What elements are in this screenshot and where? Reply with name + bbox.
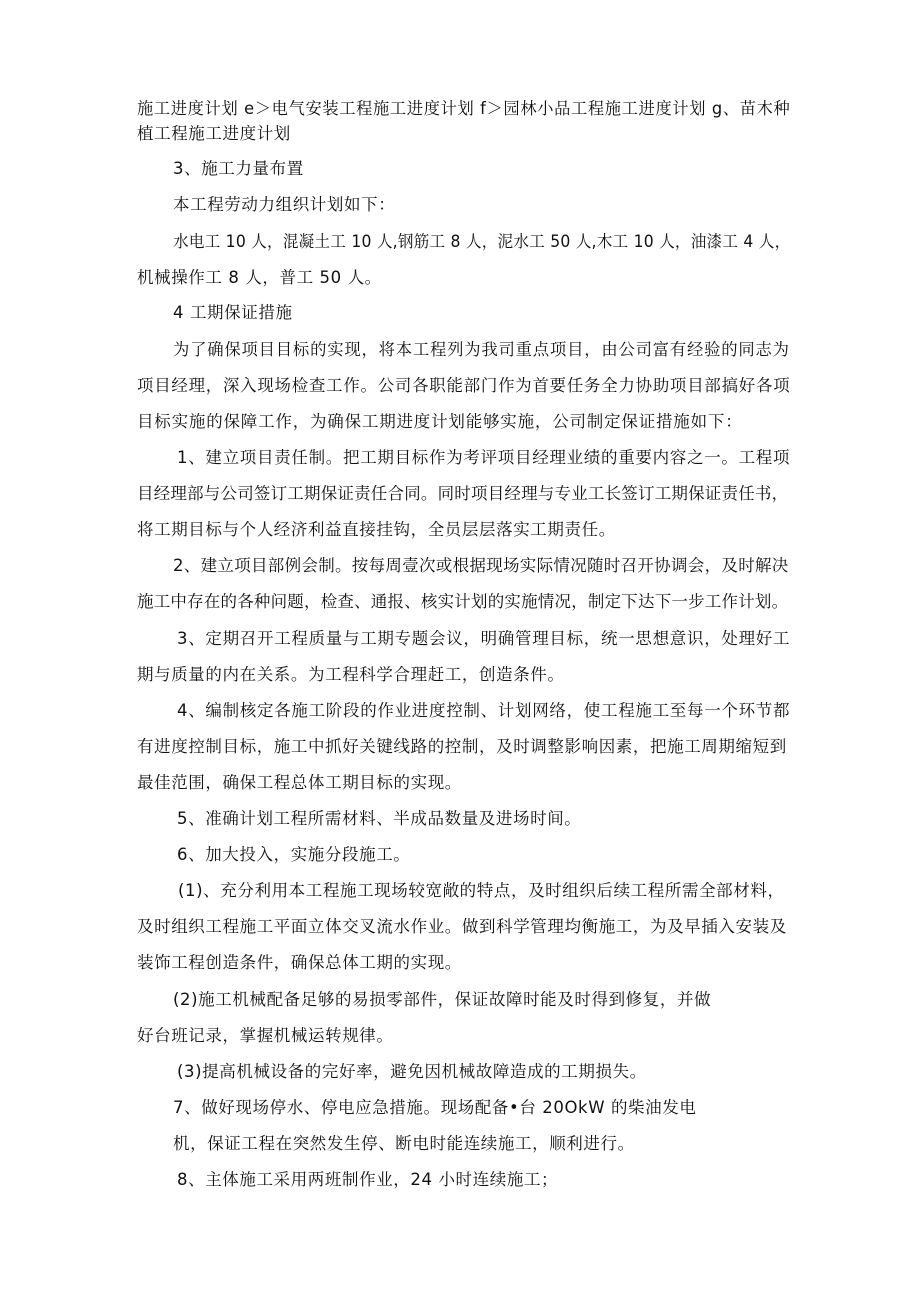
text-line: 水电工 10 人，混凝土工 10 人,钢筋工 8 人，泥水工 50 人,木工 10 人，油漆工 4 人， xyxy=(173,232,791,251)
text-line: 装饰工程创造条件，确保总体工期的实现。 xyxy=(137,953,462,972)
text-line: 植工程施工进度计划 xyxy=(137,124,291,143)
text-line: 8、主体施工采用两班制作业，24 小时连续施工； xyxy=(177,1170,559,1189)
text-line: 项目经理，深入现场检查工作。公司各职能部门作为首要任务全力协助项目部搞好各项 xyxy=(137,376,791,395)
text-line: 机，保证工程在突然发生停、断电时能连续施工，顺利进行。 xyxy=(173,1134,635,1153)
text-line: 7、做好现场停水、停电应急措施。现场配备•台 20OkW 的柴油发电 xyxy=(173,1098,697,1117)
text-line: 4、编制核定各施工阶段的作业进度控制、计划网络，使工程施工至每一个环节都 xyxy=(177,701,791,720)
section-heading: 3、施工力量布置 xyxy=(173,159,304,178)
text-line: 有进度控制目标，施工中抓好关键线路的控制，及时调整影响因素，把施工周期缩短到 xyxy=(137,737,787,756)
text-line: (1)、充分利用本工程施工现场较宽敞的特点，及时组织后续工程所需全部材料， xyxy=(178,881,785,900)
text-line: 本工程劳动力组织计划如下： xyxy=(173,195,396,214)
text-line: 目标实施的保障工作，为确保工期进度计划能够实施，公司制定保证措施如下： xyxy=(137,412,743,431)
text-line: (3)提高机械设备的完好率，避免因机械故障造成的工期损失。 xyxy=(177,1062,647,1081)
text-line: 5、准确计划工程所需材料、半成品数量及进场时间。 xyxy=(177,809,582,828)
section-heading: 4 工期保证措施 xyxy=(173,303,293,322)
text-line: 期与质量的内在关系。为工程科学合理赶工，创造条件。 xyxy=(137,665,565,684)
text-line: 1、建立项目责任制。把工期目标作为考评项目经理业绩的重要内容之一。工程项 xyxy=(177,448,791,467)
text-line: 机械操作工 8 人，普工 50 人。 xyxy=(137,268,382,287)
text-line: 2、建立项目部例会制。按每周壹次或根据现场实际情况随时召开协调会，及时解决 xyxy=(173,556,789,575)
text-line: 及时组织工程施工平面立体交叉流水作业。做到科学管理均衡施工，为及早插入安装及 xyxy=(137,917,787,936)
text-line: 6、加大投入，实施分段施工。 xyxy=(177,845,411,864)
text-line: 目经理部与公司签订工期保证责任合同。同时项目经理与专业工长签订工期保证责任书， xyxy=(137,484,789,503)
text-line: (2)施工机械配备足够的易损零部件，保证故障时能及时得到修复，并做 xyxy=(173,990,712,1009)
text-line: 为了确保项目目标的实现，将本工程列为我司重点项目，由公司富有经验的同志为 xyxy=(173,340,790,359)
text-line: 好台班记录，掌握机械运转规律。 xyxy=(137,1026,394,1045)
text-line: 最佳范围，确保工程总体工期目标的实现。 xyxy=(137,773,462,792)
text-line: 施工中存在的各种问题，检查、通报、核实计划的实施情况，制定下达下一步工作计划。 xyxy=(137,592,789,611)
text-line: 3、定期召开工程质量与工期专题会议，明确管理目标，统一思想意识，处理好工 xyxy=(177,629,791,648)
text-line: 施工进度计划 e＞电气安装工程施工进度计划 f＞园林小品工程施工进度计划 g、苗木种 xyxy=(137,99,791,118)
text-line: 将工期目标与个人经济利益直接挂钩，全员层层落实工期责任。 xyxy=(137,520,616,539)
